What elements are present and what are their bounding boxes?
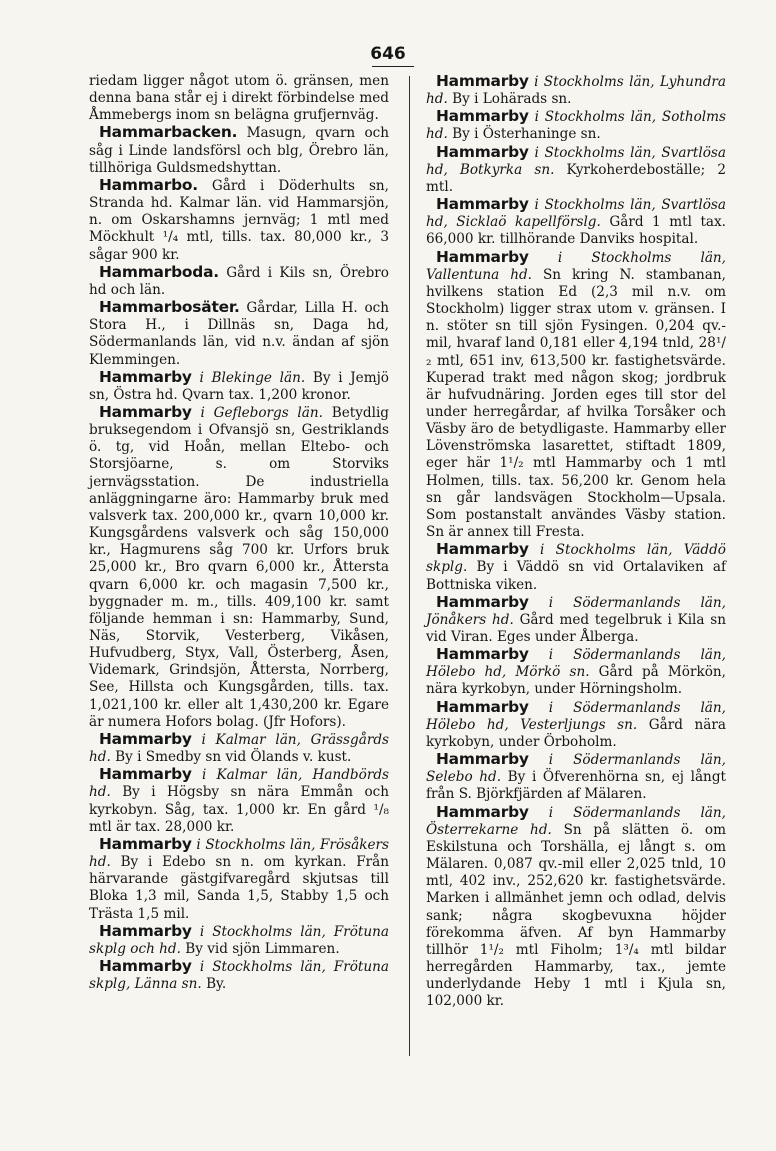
entry-headword: Hammarby	[99, 402, 192, 421]
entry-location: i Södermanlands län, Hölebo hd, Mörkö sn.	[426, 647, 726, 681]
entry-text: Masugn, qvarn och såg i Linde landsförsl och blg, Örebro län, tillhöriga Guldsmedshyttan.	[89, 125, 390, 176]
entry-location: i Södermanlands län, Selebo hd.	[426, 752, 726, 786]
entry-text: Gårdar, Lilla H. och Stora H., i Dillnäs sn, Daga hd, Södermanlands län, vid n.v. ändan af sjön Klemmingen.	[89, 300, 389, 368]
dictionary-entry	[89, 731, 389, 766]
entry-location: i Stockholms län, Frötuna skplg, Länna sn.	[89, 958, 390, 993]
entry-location: i Kalmar län, Handbörds hd.	[89, 767, 389, 801]
entry-text: By i Öfverenhörna sn, ej långt från S. Björkfjärden af Mälaren.	[426, 769, 726, 803]
dictionary-entry	[426, 699, 726, 751]
dictionary-entry	[89, 369, 389, 404]
dictionary-entry	[426, 541, 726, 593]
entry-text: Gård i Kils sn, Örebro hd och län.	[89, 264, 389, 298]
entry-text: By i Österhaninge sn.	[452, 126, 601, 143]
dictionary-entry	[426, 73, 726, 108]
entry-headword: Hammarby	[436, 645, 529, 664]
entry-headword: Hammarby	[99, 921, 192, 940]
entry-location: i Stockholms län, Väddö skplg.	[426, 542, 726, 576]
page-number-rule	[372, 66, 414, 67]
entry-headword: Hammarby	[436, 750, 529, 769]
entry-text: By i Väddö sn vid Ortalaviken af Bottniska viken.	[426, 559, 726, 593]
entry-text: Gård i Döderhults sn, Stranda hd. Kalmar län. vid Hammarsjön, n. om Oskarshamns jernväg; 1 mtl med Möckhult ¹/₄ mtl, tills. tax. 80,000 kr., 3 sågar 900 kr.	[89, 177, 389, 263]
entry-location: i Södermanlands län, Hölebo hd, Vesterljungs sn.	[426, 699, 726, 733]
entry-location: i Kalmar län, Grässgårds hd.	[89, 731, 389, 766]
column-divider	[409, 76, 410, 1056]
entry-headword: Hammarbosäter.	[99, 298, 240, 317]
dictionary-entry	[89, 124, 389, 176]
entry-location: i Stockholms län, Svartlösa hd, Botkyrka sn.	[426, 144, 726, 178]
entry-headword: Hammarby	[436, 107, 529, 126]
entry-text: Gård med tegelbruk i Kila sn vid Viran. Eges under Ålberga.	[426, 611, 726, 645]
entry-headword: Hammarby	[436, 195, 529, 214]
entry-headword: Hammarby	[99, 765, 192, 784]
dictionary-entry	[89, 923, 389, 958]
dictionary-entry	[426, 751, 726, 803]
entry-headword: Hammarby	[99, 956, 192, 975]
entry-text: By i Jemjö sn, Östra hd. Qvarn tax. 1,200 kronor.	[89, 369, 389, 403]
entry-location: i Stockholms län, Sotholms hd.	[426, 109, 726, 143]
entry-text: Sn på slätten ö. om Eskilstuna och Torshälla, ej långt s. om Mälaren. 0,087 qv.-mil eller 2,025 tnld, 10 mtl, 402 inv., 252,620 kr. fastighetsvärde. Marken i allmänhet jemn och odlad, delvis sank; några skogbevuxna höjder förekomma äfven. Af byn Hammarby tillhör 1¹/₂ mtl Fiholm; 1³/₄ mtl bildar herregården Hammarby, tax., jemte underlydande Heby 1 mtl i Kjula sn, 102,000 kr.	[426, 821, 726, 1010]
entry-text: Gård på Mörkön, nära kyrkobyn, under Hörningsholm.	[426, 664, 726, 698]
entry-text: riedam ligger något utom ö. gränsen, men denna bana står ej i direkt förbindelse med Åmmebergs inom sn belägna grufjernväg.	[89, 73, 389, 124]
entry-headword: Hammarby	[436, 697, 529, 716]
dictionary-entry	[89, 836, 389, 923]
dictionary-entry	[426, 144, 726, 196]
entry-headword: Hammarby	[436, 72, 529, 90]
page-number: 646	[370, 44, 406, 64]
entry-text: By i Högsby sn nära Emmån och kyrkobyn. Såg, tax. 1,000 kr. En gård ¹/₈ mtl är tax. 28,000 kr.	[89, 784, 389, 835]
entry-headword: Hammarby	[99, 729, 192, 748]
entry-text: Sn kring N. stambanan, hvilkens station Ed (2,3 mil n.v. om Stockholm) ligger strax utom v. gränsen. I n. stöter sn till sjön Fysingen. 0,204 qv.-mil, hvaraf land 0,181 eller 4,194 tnld, 28¹/₂ mtl, 651 inv, 613,500 kr. fastighetsvärde. Kuperad trakt med någon skog; jordbruk är hufvudnäring. Jorden eges till stor del under herregårdar, af hvilka Torsåker och Väsby äro de betydligaste. Hammarby eller Lövenströmska lasarettet, stiftadt 1809, eger här 1¹/₂ mtl Hammarby och 1 mtl Holmen, tills. tax. 56,200 kr. Genom hela sn går landsvägen Stockholm—Upsala. Som postanstalt användes Väsby station. Sn är annex till Fresta.	[426, 266, 726, 541]
entry-headword: Hammarby	[436, 540, 529, 559]
entry-text: Gård 1 mtl tax. 66,000 kr. tillhörande Danviks hospital.	[426, 214, 726, 248]
entry-text: By vid sjön Limmaren.	[185, 940, 340, 957]
dictionary-entry	[426, 196, 726, 248]
entry-headword: Hammarbacken.	[99, 123, 238, 142]
entry-location: i Stockholms län, Lyhundra hd.	[426, 74, 726, 108]
dictionary-entry	[89, 177, 389, 264]
dictionary-entry	[89, 73, 389, 124]
entry-location: i Stockholms län, Vallentuna hd.	[426, 249, 727, 283]
left-column	[89, 73, 389, 993]
dictionary-entry	[89, 299, 389, 369]
entry-headword: Hammarby	[436, 142, 529, 161]
dictionary-entry	[426, 804, 726, 1011]
entry-location: i Stockholms län, Frötuna skplg och hd.	[89, 923, 390, 957]
entry-location: i Blekinge län.	[199, 369, 306, 386]
dictionary-entry	[89, 404, 389, 731]
entry-headword: Hammarby	[436, 247, 529, 266]
entry-location: i Södermanlands län, Jönåkers hd.	[426, 594, 726, 628]
entry-headword: Hammarby	[99, 367, 192, 386]
dictionary-entry	[89, 766, 389, 836]
dictionary-entry	[426, 249, 726, 542]
entry-location: i Stockholms län, Frösåkers hd.	[89, 836, 389, 871]
entry-text: By.	[206, 976, 227, 993]
entry-text: Betydlig bruksegendom i Ofvansjö sn, Gestriklands ö. tg, vid Hoån, mellan Eltebo- och Storsjöarne, s. om Storviks jernvägsstation. De industriella anläggningarne äro: Hammarby bruk med valsverk tax. 200,000 kr., qvarn 10,000 kr. Kungsgårdens valsverk och såg 150,000 kr., Hagmurens såg 700 kr. Urfors bruk 25,000 kr., Bro qvarn 6,000 kr., Åttersta qvarn 6,000 kr. och magasin 7,500 kr., byggnader m. m., tills. 409,100 kr. samt följande hemman i sn: Hammarby, Sund, Näs, Storvik, Vesterberg, Vikåsen, Hufvudberg, Styx, Vall, Österberg, Åsen, Videmark, Grindsjön, Åttersta, Norrberg, See, Hillsta och Kungsgården, tills. tax. 1,021,100 kr. eller alt 1,430,200 kr. Egare är numera Hofors bolag. (Jfr Hofors).	[89, 404, 389, 730]
entry-headword: Hammarboda.	[99, 262, 219, 281]
dictionary-entry	[426, 108, 726, 143]
entry-headword: Hammarby	[436, 802, 529, 821]
entry-text: Kyrkoherdeboställe; 2 mtl.	[426, 161, 726, 195]
dictionary-entry	[89, 958, 389, 993]
right-column	[426, 73, 726, 1010]
entry-location: i Gefleborgs län.	[200, 404, 323, 421]
entry-text: Gård nära kyrkobyn, under Örboholm.	[426, 716, 726, 750]
entry-headword: Hammarbo.	[99, 175, 198, 194]
entry-headword: Hammarby	[436, 592, 529, 611]
entry-location: i Södermanlands län, Österrekarne hd.	[426, 804, 726, 838]
entry-location: i Stockholms län, Svartlösa hd, Sicklaö kapellförslg.	[426, 197, 726, 231]
dictionary-entry	[426, 646, 726, 698]
entry-headword: Hammarby	[99, 834, 192, 853]
entry-text: By i Edebo sn n. om kyrkan. Från härvarande gästgifvaregård skjutsas till Bloka 1,3 mil, Sanda 1,5, Stabby 1,5 och Trästa 1,5 mil.	[89, 854, 390, 922]
entry-text: By i Lohärads sn.	[452, 91, 572, 108]
entry-text: By i Smedby sn vid Ölands v. kust.	[115, 749, 352, 766]
dictionary-entry	[89, 264, 389, 299]
dictionary-entry	[426, 594, 726, 646]
